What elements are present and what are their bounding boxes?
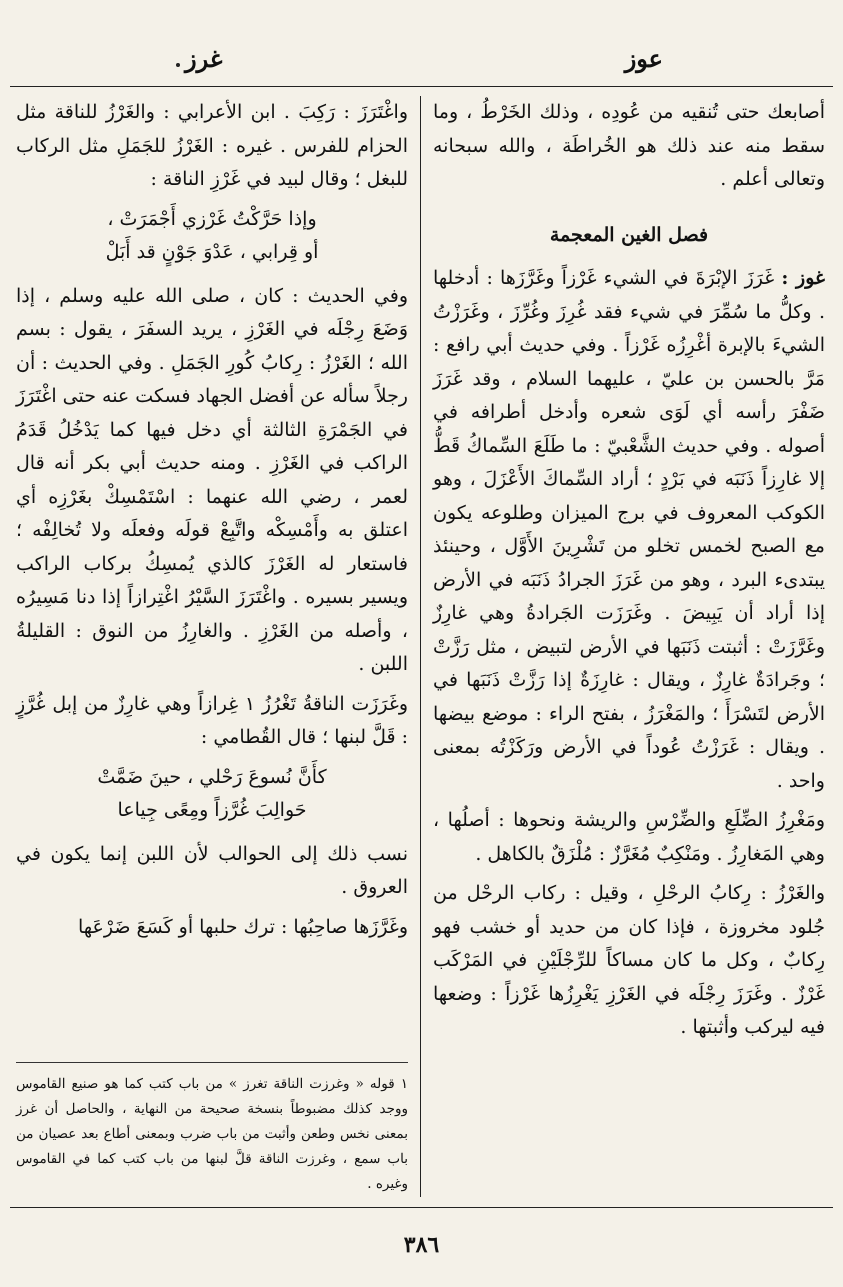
entry-paragraph: وفي الحديث : كان ، صلى الله عليه وسلم ، إذا وَضَعَ رِجْلَه في الغَرْزِ ، يريد السفَرَ ، يقول : بسم الله ؛ الغَرْزُ : رِكابُ كُورِ الجَمَلِ . وفي الحديث : أن رجلاً سأله عن أفضل الجهاد فسكت عنه حتى اغْتَرَزَ في الجَمْرَةِ الثالثة أي دخل فيها كما يَدْخُلُ قَدَمُ الراكب في الغَرْزِ . ومنه حديث أبي بكر أنه قال لعمر ، رضي الله عنهما : اسْتَمْسِكْ بغَرْزِه أي اعتلق به وأَمْسِكْه واتَّبِعْ قولَه وفعلَه ولا تُخالِفْه ؛ فاستعار له الغَرْزَ كالذي يُمسِكُ بركاب الراكب ويسير بسيره . واغْتَرَزَ السَّيْرُ اغْتِرازاً إذا دنا مَسِيرُه ، وأصله من الغَرْزِ . والغارِزُ من النوق : القليلةُ اللبن . bbox=[16, 284, 408, 675]
entry-paragraph: ومَغْرِزُ الضِّلَعِ والضِّرْسِ والريشة ونحوها : أصلُها ، وهي المَغارِزُ . ومَنْكِبٌ مُغَرَّزٌ : مُلْزَقٌ بالكاهل . bbox=[433, 809, 825, 865]
section-title: فصل الغين المعجمة bbox=[549, 223, 709, 246]
page-mark-dot bbox=[176, 63, 180, 67]
verse bbox=[16, 761, 408, 828]
entry-paragraph: وغَرَزَت الناقةُ تَغْرُزُ ١ غِرازاً وهي غارِزٌ من إبل غُرَّزٍ : قَلَّ لبنها ؛ قال القُطامي : bbox=[16, 692, 408, 748]
entry-paragraph bbox=[433, 262, 825, 798]
verse-line: وإذا حَرَّكْتُ غَرْزي أَجْمَرَتْ ، bbox=[107, 207, 317, 230]
entry-paragraph: وغَرَّزَها صاحِبُها : ترك حلبها أو كَسَعَ ضَرْعَها bbox=[77, 915, 408, 938]
header-word-left: غرز bbox=[185, 44, 223, 73]
verse-line: حَوالِبَ غُرَّزاً ومِعًى جِياعا bbox=[117, 799, 307, 821]
header-rule bbox=[10, 86, 833, 87]
column-divider bbox=[420, 96, 421, 1197]
entry-paragraph: والغَرْزُ : رِكابُ الرحْلِ ، وقيل : ركاب الرحْل من جُلود مخروزة ، فإذا كان من حديد أو خشب فهو رِكابٌ ، وكل ما كان مساكاً للرِّجْلَيْنِ في المَرْكَب غَرْزٌ . وغَرَزَ رِجْلَه في الغَرْزِ يَغْرِزُها غَرْزاً : وضعها فيه ليركب وأثبتها . bbox=[433, 882, 825, 1038]
entry-paragraph: أصابعك حتى تُنقيه من عُودِه ، وذلك الخَرْطُ ، وما سقط منه عند ذلك هو الخُراطَة ، والله سبحانه وتعالى أعلم . bbox=[433, 101, 825, 190]
header-word-right: عوز bbox=[624, 44, 663, 73]
page-number: ٣٨٦ bbox=[403, 1232, 440, 1258]
left-column bbox=[16, 96, 408, 950]
verse-line: أو قِرابي ، عَدْوَ جَوْنٍ قد أَبَلْ bbox=[105, 241, 319, 263]
entry-paragraph: واغْتَرَزَ : رَكِبَ . ابن الأعرابي : والغَرْزُ للناقة مثل الحزام للفرس . غيره : الغَرْزُ للجَمَلِ مثل الركاب للبغل ؛ وقال لبيد في غَرْزِ الناقة : bbox=[16, 101, 408, 190]
verse-line: كأَنَّ نُسوعَ رَحْلي ، حينَ ضَمَّتْ bbox=[97, 765, 327, 788]
entry-paragraph: نسب ذلك إلى الحوالب لأن اللبن إنما يكون في العروق . bbox=[16, 842, 408, 898]
footnote: ١ قوله « وغرزت الناقة تغرز » من باب كتب كما هو صنيع القاموس ووجد كذلك مضبوطاً بنسخة صحيحة من النهاية ، والحاصل أن غرز بمعنى نخس وطعن وأثبت من باب ضرب وبمعنى أطاع بعد عصيان من باب سمع ، وغرزت الناقة قلَّ لبنها من باب كتب كما في القاموس وغيره . bbox=[16, 1076, 408, 1192]
right-column bbox=[433, 96, 825, 1051]
entry-text: غَرَزَ الإبْرَةَ في الشيء غَرْزاً وغَرَّزَها : أدخلها . وكلُّ ما سُمِّرَ في شيء فقد غُرِزَ وغُرِّزَ ، وغَرَزْتُ الشيءَ بالإبرة أغْرِزُه غَرْزاً . وفي حديث أبي رافع : مَرَّ بالحسن بن عليّ ، عليهما السلام ، وقد غَرَزَ ضَفْرَ رأسه أي لَوَى شعره وأدخل أطرافه في أصوله . وفي حديث الشَّعْبيّ : ما طَلَعَ السِّماكُ قَطُّ إلا غارِزاً ذَنَبَه في بَرْدٍ ؛ أراد السِّماكَ الأَعْزَلَ ، وهو الكوكب المعروف في برج الميزان وطلوعه يكون مع الصبح لخمس تخلو من تَشْرِينَ الأَوَّل ، وحينئذ يبتدىء البرد ، وهو من غَرَزَ الجرادُ ذَنَبَه في الأرض إذا أراد أن يَبِيضَ . وغَرَزَت الجَرادةُ وهي غارِزٌ وغَرَّزَتْ : أثبتت ذَنَبَها في الأرض لتبيض ، مثل رَزَّتْ ؛ وجَرادَةٌ غارِزٌ ، ويقال : غارِزَةٌ إذا رَزَّتْ ذَنَبَها في الأرض لتَسْرَأَ ؛ والمَغْرَزُ ، بفتح الراء : موضع بيضها . ويقال : غَرَزْتُ عُوداً في الأرض ورَكَزْتُه بمعنى واحد . bbox=[433, 267, 825, 792]
footnote-rule bbox=[16, 1062, 408, 1063]
headword: غوز : bbox=[781, 267, 825, 289]
footer-rule bbox=[10, 1207, 833, 1208]
verse bbox=[16, 203, 408, 270]
